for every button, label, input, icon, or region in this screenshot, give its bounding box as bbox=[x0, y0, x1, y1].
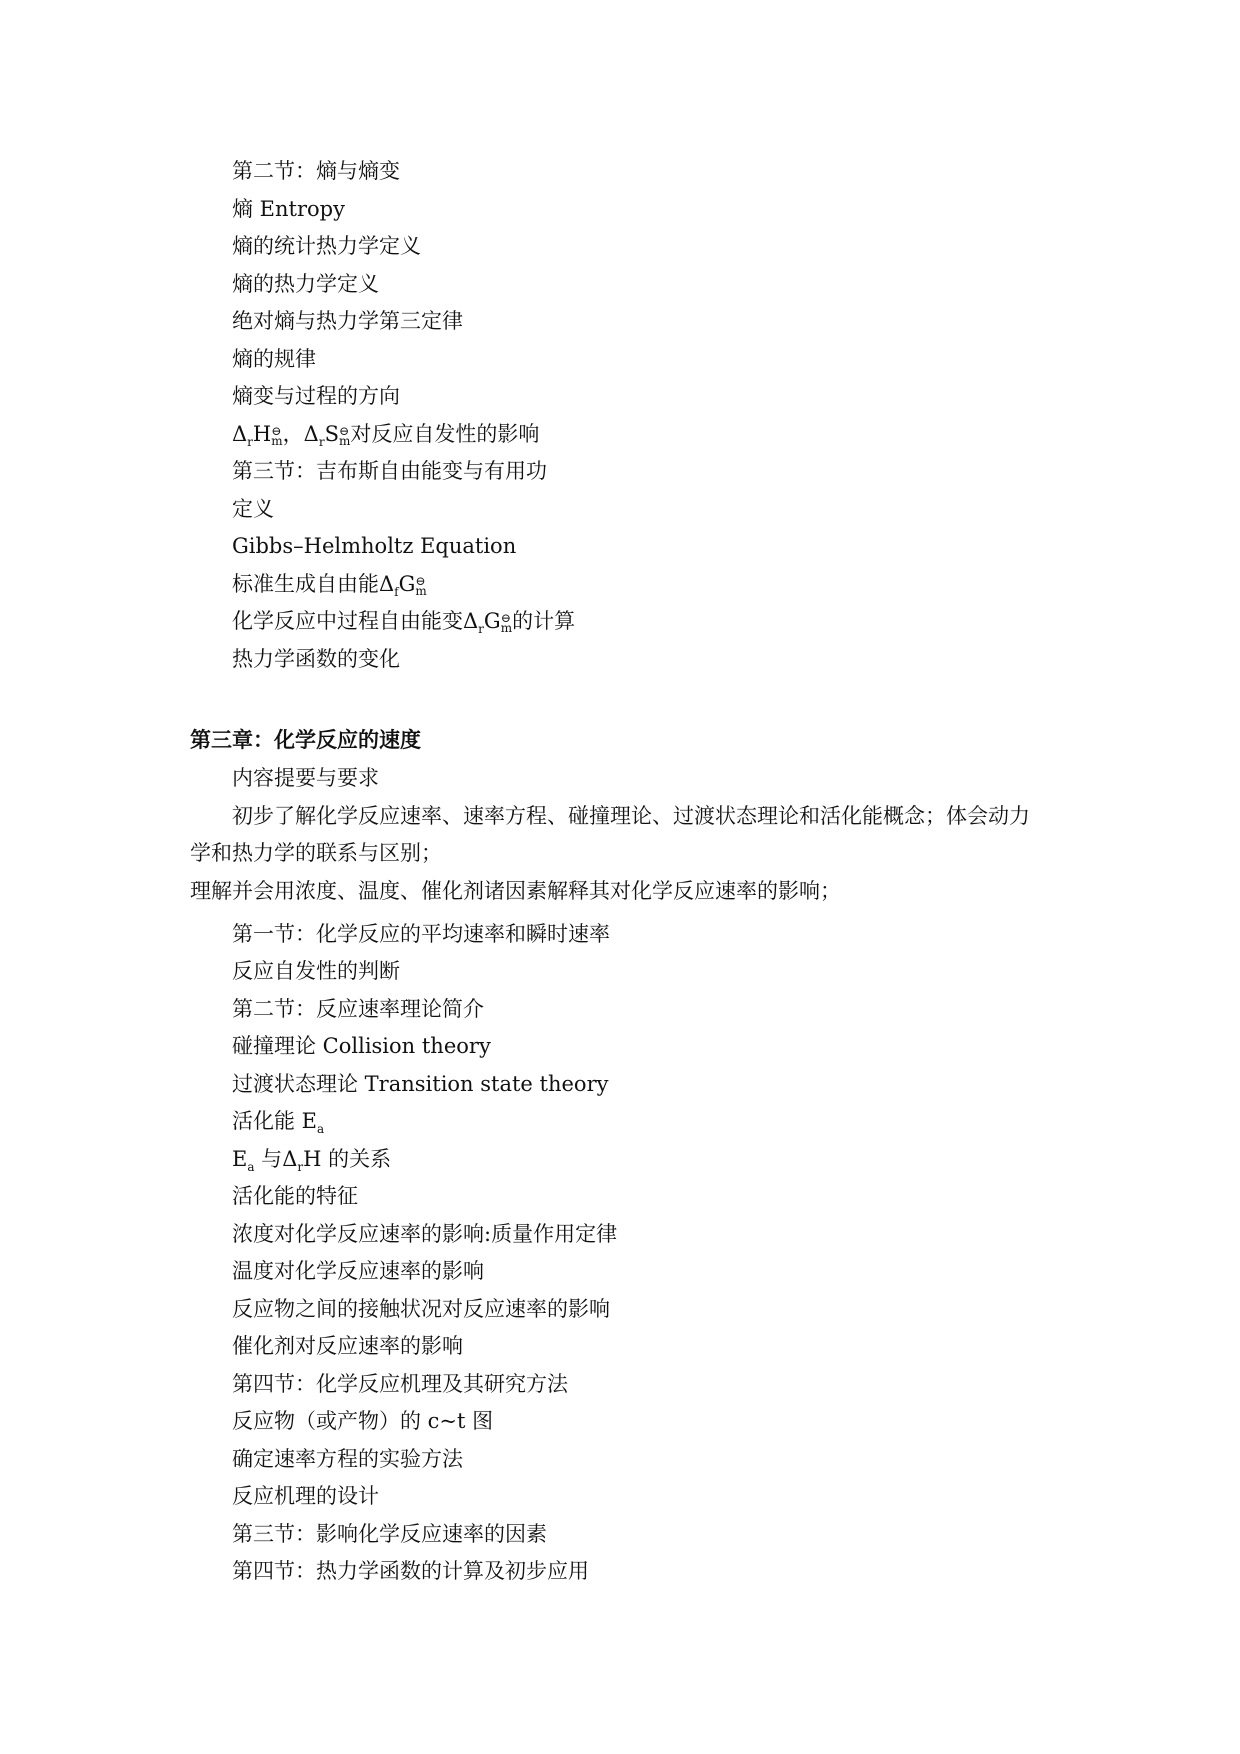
entropy-symbol: S bbox=[324, 422, 339, 446]
standard-state-mark: ⊖ m bbox=[338, 424, 351, 448]
gibbs-helmholtz-equation: Gibbs–Helmholtz Equation bbox=[232, 534, 517, 558]
requirement-line: 初步了解化学反应速率、速率方程、碰撞理论、过渡状态理论和活化能概念；体会动力 bbox=[232, 804, 1030, 828]
list-item: 反应自发性的判断 bbox=[232, 959, 400, 983]
requirement-line: 理解并会用浓度、温度、催化剂诸因素解释其对化学反应速率的影响； bbox=[190, 879, 841, 903]
list-item: 熵的规律 bbox=[232, 347, 316, 371]
chapter3-title: 第三章：化学反应的速度 bbox=[190, 727, 421, 752]
delta-symbol: Δ bbox=[303, 422, 319, 446]
summary-heading: 内容提要与要求 bbox=[232, 766, 379, 790]
spontaneity-line bbox=[232, 421, 539, 455]
requirement-line: 学和热力学的联系与区别； bbox=[190, 841, 442, 865]
standard-state-mark: ⊖ m bbox=[415, 574, 427, 598]
section-title: 第四节：热力学函数的计算及初步应用 bbox=[232, 1559, 589, 1583]
list-item: 催化剂对反应速率的影响 bbox=[232, 1334, 463, 1358]
list-item: 温度对化学反应速率的影响 bbox=[232, 1259, 484, 1283]
subscript: r bbox=[318, 435, 325, 450]
list-item: 熵的统计热力学定义 bbox=[232, 234, 421, 258]
delta-symbol: Δ bbox=[232, 422, 248, 446]
list-item: 浓度对化学反应速率的影响:质量作用定律 bbox=[232, 1222, 618, 1246]
ea-dh-relation-line: $E_a$ 与$\Delta_rH$ 的关系 bbox=[232, 1147, 392, 1175]
section-title: 第一节：化学反应的平均速率和瞬时速率 bbox=[232, 922, 610, 946]
subscript: r bbox=[247, 435, 253, 450]
section3-title: 第三节：吉布斯自由能变与有用功 bbox=[232, 459, 547, 483]
activation-energy-line: 活化能 $E_a$ bbox=[232, 1109, 325, 1137]
list-item: 碰撞理论 Collision theory bbox=[232, 1034, 491, 1058]
standard-state-mark: ⊖ m bbox=[271, 424, 283, 448]
list-item: 熵 Entropy bbox=[232, 197, 345, 221]
list-item: 熵的热力学定义 bbox=[232, 272, 379, 296]
list-item: 确定速率方程的实验方法 bbox=[232, 1447, 463, 1471]
list-item: 反应机理的设计 bbox=[232, 1484, 379, 1508]
list-item: 活化能的特征 bbox=[232, 1184, 358, 1208]
section-title: 第四节：化学反应机理及其研究方法 bbox=[232, 1372, 568, 1396]
section-title: 第二节：反应速率理论简介 bbox=[232, 997, 484, 1021]
list-item: 定义 bbox=[232, 497, 274, 521]
spontaneity-text: 对反应自发性的影响 bbox=[350, 422, 540, 446]
section-title: 第三节：影响化学反应速率的因素 bbox=[232, 1522, 547, 1546]
enthalpy-symbol: H bbox=[252, 422, 272, 446]
list-item: 绝对熵与热力学第三定律 bbox=[232, 309, 463, 333]
standard-state-mark: ⊖ m bbox=[500, 611, 513, 635]
list-item: 熵变与过程的方向 bbox=[232, 384, 400, 408]
separator: ， bbox=[282, 422, 304, 446]
list-item: 反应物（或产物）的 c~t 图 bbox=[232, 1409, 494, 1433]
process-calc-line: 化学反应中过程自由能变$\Delta_rG$ ⊖ m 的计算 bbox=[232, 609, 576, 637]
std-formation-line: 标准生成自由能$\Delta_fG$ ⊖ m bbox=[232, 572, 427, 600]
section2-title: 第二节：熵与熵变 bbox=[232, 159, 400, 183]
list-item: 热力学函数的变化 bbox=[232, 647, 400, 671]
list-item: 反应物之间的接触状况对反应速率的影响 bbox=[232, 1297, 610, 1321]
list-item: 过渡状态理论 Transition state theory bbox=[232, 1072, 609, 1096]
